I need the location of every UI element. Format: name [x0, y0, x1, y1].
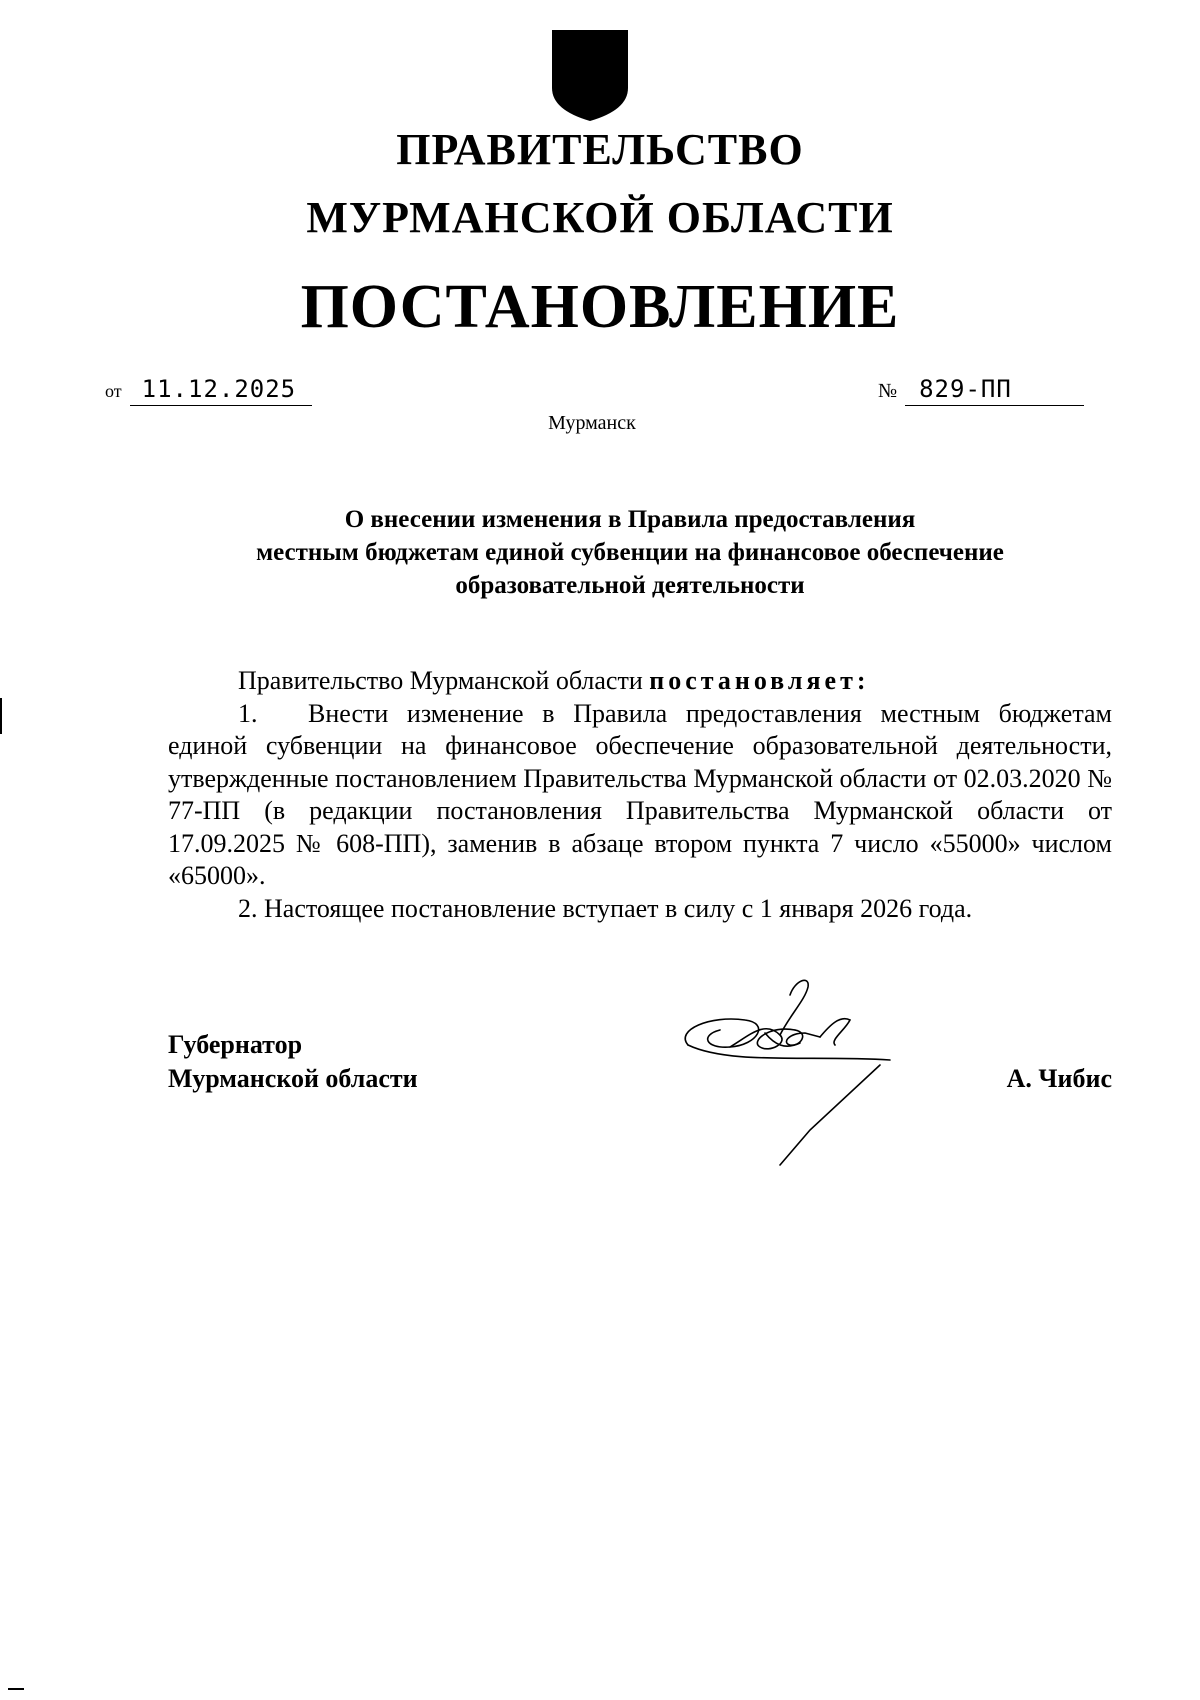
item-2-paragraph: 2. Настоящее постановление вступает в силу с 1 января 2026 года. [238, 893, 973, 923]
number-prefix: № [878, 380, 898, 402]
item-1-paragraph [168, 698, 1112, 893]
coat-of-arms-emblem [550, 28, 630, 123]
intro-text: Правительство Мурманской области [238, 666, 643, 695]
signatory-title-line2: Мурманской области [168, 1064, 418, 1093]
subject-line1: О внесении изменения в Правила предоставления [344, 506, 916, 533]
date-value: 11.12.2025 [130, 375, 312, 406]
document-body [168, 665, 1112, 925]
handwritten-signature [670, 975, 910, 1175]
document-subject [150, 503, 1110, 602]
subject-line3: образовательной деятельности [455, 572, 805, 599]
item-1-text: Внести изменение в Правила предоставления местным бюджетам единой субвенции на финансовое обеспечение образовательной деятельности, утвержденные постановлением Правительства Мурманской области от 02.03.2020 № 77-ПП (в редакции постановления Правительства Мурманской области от 17.09.2025 № 608-ПП), заменив в абзаце втором пункта 7 число «55000» числом «65000». [168, 698, 1112, 890]
document-type-title: ПОСТАНОВЛЕНИЕ [300, 273, 900, 341]
intro-resolves: постановляет: [649, 666, 870, 695]
city-label: Мурманск [548, 412, 636, 434]
signatory-title [168, 1028, 418, 1096]
scan-corner-mark [8, 1688, 24, 1690]
subject-line2: местным бюджетам единой субвенции на финансовое обеспечение [256, 539, 1004, 566]
document-date [105, 375, 312, 409]
number-value: 829-ПП [905, 375, 1084, 406]
scan-margin-mark [0, 698, 2, 734]
item-1-number: 1. [238, 698, 258, 728]
signatory-name: А. Чибис [1006, 1064, 1112, 1093]
intro-paragraph [168, 665, 1112, 698]
document-number [878, 375, 1084, 409]
government-title-line2: МУРМАНСКОЙ ОБЛАСТИ [306, 193, 894, 242]
government-title-line1: ПРАВИТЕЛЬСТВО [396, 125, 804, 174]
signatory-title-line1: Губернатор [168, 1030, 303, 1059]
date-prefix: от [105, 381, 122, 401]
